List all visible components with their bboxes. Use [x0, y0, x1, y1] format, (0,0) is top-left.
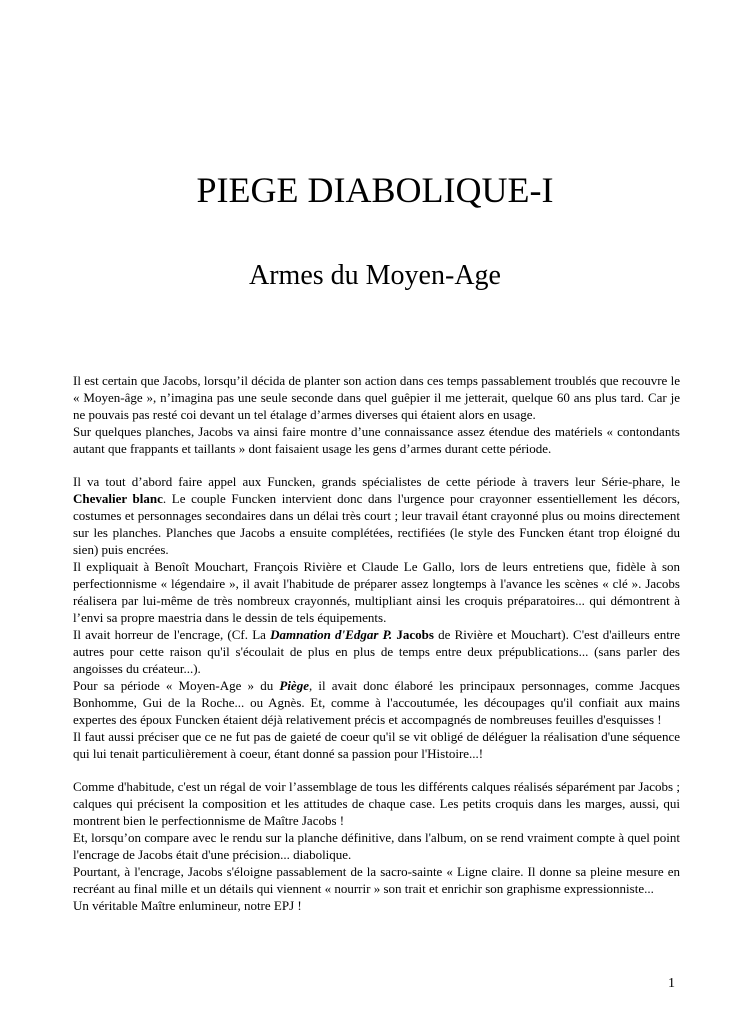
paragraph-ligne-claire: Pourtant, à l'encrage, Jacobs s'éloigne passablement de la sacro-sainte « Ligne claire. Il donne sa pleine mesure en recréant au final mille et un détails qui viennent « nourrir » son trait et enrichir son graphisme expressionniste...	[73, 864, 680, 896]
paragraph-characters	[73, 677, 680, 728]
paragraph-comparison: Et, lorsqu’on compare avec le rendu sur la planche définitive, dans l'album, on se rend vraiment compte à quel point l'encrage de Jacobs était d'une précision... diabolique.	[73, 830, 680, 862]
page-subtitle: Armes du Moyen-Age	[249, 260, 501, 291]
paragraph-gap	[73, 762, 680, 778]
book-title-damnation: Damnation d'Edgar P.	[270, 627, 393, 642]
paragraph-inking-text-2: de Rivière et Mouchart). C'est d'ailleurs entre autres pour cette raison qu'il s'écoulait de plus en plus de temps entre deux prépublications... (sans parler des angoisses du créateur...).	[73, 627, 681, 676]
album-title-chevalier-blanc: Chevalier blanc	[73, 491, 163, 506]
album-title-piege: Piège	[279, 678, 309, 693]
article-body	[73, 372, 680, 914]
paragraph-funcken-text-2: . Le couple Funcken intervient donc dans l'urgence pour crayonner essentiellement les décors, costumes et personnages secondaires dans un délai très court ; leur travail étant crayonné plus ou moins directement sur les planches. Planches que Jacobs a ensuite complétées, rectifiées (le style des Funcken étant trop éloigné du sien) puis encrées.	[73, 491, 681, 557]
paragraph-inking-text-1: Il avait horreur de l'encrage, (Cf. La	[73, 627, 271, 642]
paragraph-calques: Comme d'habitude, c'est un régal de voir l’assemblage de tous les différents calques réalisés séparément par Jacobs ; calques qui précisent la composition et les attitudes de chaque case. Les petits croquis dans les marges, aussi, qui montrent bien le perfectionnisme de Maître Jacobs !	[73, 779, 680, 828]
page-number: 1	[668, 976, 675, 991]
paragraph-characters-text-2: , il avait donc élaboré les principaux personnages, comme Jacques Bonhomme, Gui de la Roche... ou Agnès. Et, comme à l'accoutumée, les découpages qu'il confiait aux mains expertes des époux Funcken étaient déjà relativement précis et accompagnés de nombreuses feuilles d'esquisses !	[73, 678, 680, 727]
paragraph-inking	[73, 626, 680, 677]
book-title-jacobs: Jacobs	[392, 627, 434, 642]
paragraph-characters-text-1: Pour sa période « Moyen-Age » du	[73, 678, 280, 693]
paragraph-funcken-text-1: Il va tout d’abord faire appel aux Funcken, grands spécialistes de cette période à travers leur Série-phare, le	[73, 474, 680, 489]
paragraph-intro: Il est certain que Jacobs, lorsqu’il décida de planter son action dans ces temps passablement troublés que recouvre le « Moyen-âge », n’imagina pas une seule seconde dans quel guêpier il me jetterait, quelque 60 ans plus tard. Car je ne pouvais pas resté coi devant un tel étalage d’armes diverses qui étaient alors en usage.	[73, 373, 680, 422]
paragraph-delegation: Il faut aussi préciser que ce ne fut pas de gaieté de coeur qu'il se vit obligé de déléguer la réalisation d'une séquence qui lui tenait particulièrement à coeur, étant donné sa passion pour l'Histoire...!	[73, 729, 680, 761]
paragraph-conclusion: Un véritable Maître enlumineur, notre EPJ !	[73, 898, 302, 913]
page-title: PIEGE DIABOLIQUE-I	[196, 170, 554, 210]
paragraph-perfectionism: Il expliquait à Benoît Mouchart, François Rivière et Claude Le Gallo, lors de leurs entretiens que, fidèle à son perfectionnisme « légendaire », il avait l'habitude de préparer assez longtemps à l'avance les scènes « clé ». Jacobs réalisera par lui-même de très nombreux crayonnés, multipliant ainsi les croquis préparatoires... qui démontrent à l’envi sa propre maestria dans le dessin de tels équipements.	[73, 559, 680, 625]
paragraph-weapons: Sur quelques planches, Jacobs va ainsi faire montre d’une connaissance assez étendue des matériels « contondants autant que frappants et taillants » dont faisaient usage les gens d’armes durant cette période.	[73, 424, 680, 456]
paragraph-funcken	[73, 473, 680, 558]
paragraph-gap	[73, 457, 680, 473]
